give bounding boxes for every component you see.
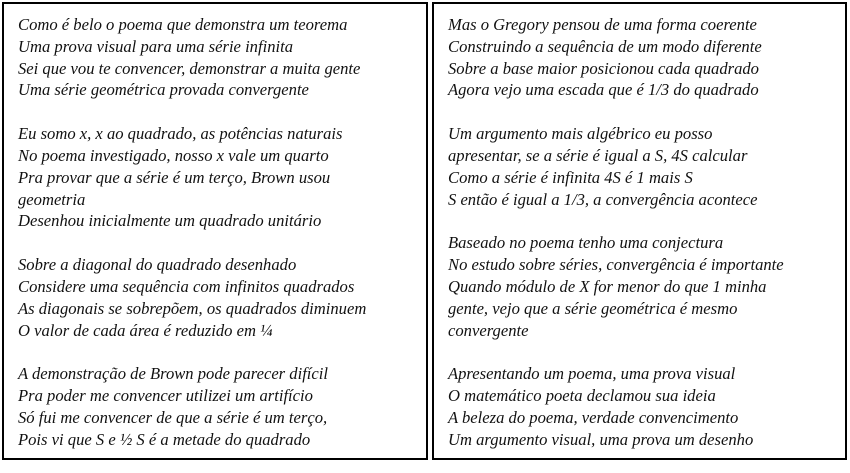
poem-line: O matemático poeta declamou sua ideia (448, 386, 716, 406)
poem-line: Quando módulo de X for menor do que 1 minha (448, 276, 767, 296)
poem-line: geometria (18, 189, 86, 209)
poem-line: S então é igual a 1/3, a convergência acontece (448, 189, 758, 209)
poem-line: apresentar, se a série é igual a S, 4S calcular (448, 145, 748, 165)
poem-line: No poema investigado, nosso x vale um quarto (18, 145, 329, 165)
poem-line: convergente (448, 320, 529, 340)
poem-line: O valor de cada área é reduzido em ¼ (18, 320, 273, 340)
poem-line: Eu somo x, x ao quadrado, as potências naturais (18, 124, 343, 144)
poem-line: Um argumento visual, uma prova um desenho (448, 429, 754, 449)
poem-right-column (432, 2, 847, 460)
poem-line: Mas o Gregory pensou de uma forma coerente (448, 15, 757, 34)
poem-line: Como é belo o poema que demonstra um teorema (18, 15, 348, 34)
stanza-1 (18, 14, 422, 101)
poem-line: A demonstração de Brown pode parecer difícil (18, 364, 329, 384)
poem-line: No estudo sobre séries, convergência é importante (448, 255, 784, 275)
poem-line: As diagonais se sobrepõem, os quadrados diminuem (18, 298, 367, 318)
poem-line: Sobre a base maior posicionou cada quadrado (448, 58, 759, 78)
poem-line: Como a série é infinita 4S é 1 mais S (448, 167, 693, 187)
poem-line: A beleza do poema, verdade convencimento (448, 407, 739, 427)
poem-line: Uma série geométrica provada convergente (18, 80, 309, 100)
stanza-8 (448, 363, 841, 450)
poem-line: Uma prova visual para uma série infinita (18, 36, 294, 56)
poem-line: Um argumento mais algébrico eu posso (448, 124, 713, 144)
poem-line: Desenhou inicialmente um quadrado unitário (18, 211, 322, 231)
poem-line: Pra poder me convencer utilizei um artifício (18, 386, 313, 406)
poem-line: Pois vi que S e ½ S é a metade do quadrado (18, 429, 311, 449)
poem-line: Apresentando um poema, uma prova visual (448, 364, 736, 384)
stanza-7 (448, 232, 841, 341)
poem-line: Sobre a diagonal do quadrado desenhado (18, 255, 297, 275)
stanza-3 (18, 254, 422, 341)
poem-line: Sei que vou te convencer, demonstrar a muita gente (18, 58, 361, 78)
stanza-5 (448, 14, 841, 101)
poem-line: gente, vejo que a série geométrica é mesmo (448, 298, 738, 318)
stanza-6 (448, 123, 841, 210)
poem-line: Construindo a sequência de um modo diferente (448, 36, 762, 56)
poem-line: Só fui me convencer de que a série é um terço, (18, 407, 328, 427)
poem-line: Baseado no poema tenho uma conjectura (448, 233, 724, 253)
poem-line: Considere uma sequência com infinitos quadrados (18, 276, 355, 296)
poem-line: Agora vejo uma escada que é 1/3 do quadrado (448, 80, 759, 100)
poem-line: Pra provar que a série é um terço, Brown usou (18, 167, 331, 187)
stanza-2 (18, 123, 422, 232)
poem-left-column (2, 2, 428, 460)
stanza-4 (18, 363, 422, 450)
